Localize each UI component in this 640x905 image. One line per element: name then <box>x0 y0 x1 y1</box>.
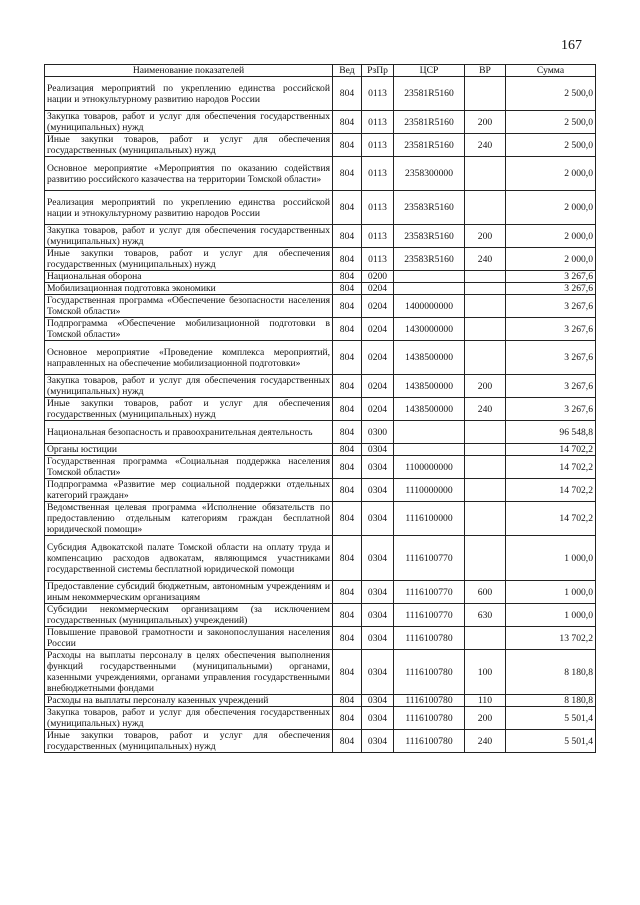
row-name: Национальная безопасность и правоохранительная деятельность <box>45 421 333 444</box>
row-sum: 8 180,8 <box>506 650 596 695</box>
row-name: Иные закупки товаров, работ и услуг для обеспечения государственных (муниципальных) нужд <box>45 398 333 421</box>
row-sum: 2 500,0 <box>506 77 596 111</box>
row-ved: 804 <box>333 536 362 581</box>
table-body <box>45 77 596 753</box>
row-name: Закупка товаров, работ и услуг для обеспечения государственных (муниципальных) нужд <box>45 707 333 730</box>
row-name: Подпрограмма «Обеспечение мобилизационной подготовки в Томской области» <box>45 318 333 341</box>
row-csr: 23581R5160 <box>394 134 465 157</box>
header-name: Наименование показателей <box>45 65 333 77</box>
row-sum: 96 548,8 <box>506 421 596 444</box>
row-rzpr: 0304 <box>362 456 394 479</box>
row-sum: 2 000,0 <box>506 248 596 271</box>
row-rzpr: 0204 <box>362 375 394 398</box>
row-name: Подпрограмма «Развитие мер социальной поддержки отдельных категорий граждан» <box>45 479 333 502</box>
row-ved: 804 <box>333 283 362 295</box>
header-csr: ЦСР <box>394 65 465 77</box>
row-ved: 804 <box>333 398 362 421</box>
row-rzpr: 0304 <box>362 502 394 536</box>
table-row <box>45 650 596 695</box>
row-vr <box>465 318 506 341</box>
row-ved: 804 <box>333 650 362 695</box>
row-csr: 1430000000 <box>394 318 465 341</box>
row-csr: 1116100000 <box>394 502 465 536</box>
row-csr: 1438500000 <box>394 341 465 375</box>
row-vr <box>465 271 506 283</box>
table-row <box>45 271 596 283</box>
row-rzpr: 0113 <box>362 225 394 248</box>
row-name: Реализация мероприятий по укреплению единства российской нации и этнокультурному развитию народов России <box>45 191 333 225</box>
row-name: Ведомственная целевая программа «Исполнение обязательств по предоставлению отдельным категориям граждан бесплатной юридической помощи» <box>45 502 333 536</box>
budget-table <box>44 64 596 753</box>
row-csr: 23583R5160 <box>394 191 465 225</box>
table-row <box>45 479 596 502</box>
row-sum: 3 267,6 <box>506 398 596 421</box>
table-row <box>45 421 596 444</box>
row-vr: 240 <box>465 398 506 421</box>
table-row <box>45 134 596 157</box>
row-name: Иные закупки товаров, работ и услуг для обеспечения государственных (муниципальных) нужд <box>45 730 333 753</box>
row-csr: 23581R5160 <box>394 77 465 111</box>
row-sum: 2 000,0 <box>506 157 596 191</box>
row-name: Реализация мероприятий по укреплению единства российской нации и этнокультурному развитию народов России <box>45 77 333 111</box>
row-name: Национальная оборона <box>45 271 333 283</box>
row-ved: 804 <box>333 271 362 283</box>
row-vr <box>465 536 506 581</box>
row-rzpr: 0113 <box>362 77 394 111</box>
row-ved: 804 <box>333 77 362 111</box>
row-name: Государственная программа «Обеспечение безопасности населения Томской области» <box>45 295 333 318</box>
row-csr <box>394 271 465 283</box>
row-ved: 804 <box>333 225 362 248</box>
table-row <box>45 248 596 271</box>
table-row <box>45 502 596 536</box>
row-vr: 240 <box>465 248 506 271</box>
row-vr <box>465 77 506 111</box>
row-name: Предоставление субсидий бюджетным, автономным учреждениям и иным некоммерческим организациям <box>45 581 333 604</box>
row-rzpr: 0304 <box>362 695 394 707</box>
row-vr <box>465 502 506 536</box>
row-rzpr: 0304 <box>362 707 394 730</box>
row-name: Закупка товаров, работ и услуг для обеспечения государственных (муниципальных) нужд <box>45 111 333 134</box>
row-csr: 1116100780 <box>394 707 465 730</box>
row-rzpr: 0113 <box>362 191 394 225</box>
row-sum: 1 000,0 <box>506 536 596 581</box>
row-vr <box>465 191 506 225</box>
row-csr: 1116100780 <box>394 730 465 753</box>
row-csr <box>394 283 465 295</box>
row-sum: 5 501,4 <box>506 730 596 753</box>
row-csr: 23581R5160 <box>394 111 465 134</box>
header-vr: ВР <box>465 65 506 77</box>
row-sum: 1 000,0 <box>506 604 596 627</box>
row-ved: 804 <box>333 502 362 536</box>
row-ved: 804 <box>333 341 362 375</box>
row-ved: 804 <box>333 421 362 444</box>
row-sum: 2 000,0 <box>506 191 596 225</box>
header-rzpr: РзПр <box>362 65 394 77</box>
row-ved: 804 <box>333 318 362 341</box>
table-row <box>45 730 596 753</box>
row-vr: 630 <box>465 604 506 627</box>
table-row <box>45 157 596 191</box>
row-ved: 804 <box>333 581 362 604</box>
row-rzpr: 0113 <box>362 134 394 157</box>
row-csr: 1400000000 <box>394 295 465 318</box>
row-ved: 804 <box>333 134 362 157</box>
row-csr: 1438500000 <box>394 398 465 421</box>
row-sum: 2 000,0 <box>506 225 596 248</box>
row-sum: 13 702,2 <box>506 627 596 650</box>
row-csr: 23583R5160 <box>394 225 465 248</box>
row-sum: 3 267,6 <box>506 283 596 295</box>
row-vr <box>465 479 506 502</box>
table-row <box>45 456 596 479</box>
row-name: Закупка товаров, работ и услуг для обеспечения государственных (муниципальных) нужд <box>45 225 333 248</box>
table-row <box>45 627 596 650</box>
table-row <box>45 375 596 398</box>
row-vr <box>465 341 506 375</box>
row-vr <box>465 295 506 318</box>
row-sum: 3 267,6 <box>506 271 596 283</box>
row-rzpr: 0304 <box>362 444 394 456</box>
table-row <box>45 318 596 341</box>
row-csr: 1116100780 <box>394 650 465 695</box>
row-rzpr: 0113 <box>362 248 394 271</box>
row-vr: 200 <box>465 707 506 730</box>
row-csr <box>394 444 465 456</box>
row-vr <box>465 456 506 479</box>
row-ved: 804 <box>333 604 362 627</box>
header-ved: Вед <box>333 65 362 77</box>
row-ved: 804 <box>333 157 362 191</box>
row-sum: 3 267,6 <box>506 295 596 318</box>
row-rzpr: 0204 <box>362 318 394 341</box>
row-csr: 1110000000 <box>394 479 465 502</box>
table-row <box>45 77 596 111</box>
row-vr: 100 <box>465 650 506 695</box>
row-name: Субсидии некоммерческим организациям (за исключением государственных (муниципальных) учреждений) <box>45 604 333 627</box>
row-name: Мобилизационная подготовка экономики <box>45 283 333 295</box>
table-row <box>45 295 596 318</box>
row-name: Основное мероприятие «Проведение комплекса мероприятий, направленных на обеспечение мобилизационной подготовки» <box>45 341 333 375</box>
row-csr: 1116100770 <box>394 536 465 581</box>
row-vr: 200 <box>465 375 506 398</box>
row-ved: 804 <box>333 707 362 730</box>
row-rzpr: 0204 <box>362 398 394 421</box>
row-name: Органы юстиции <box>45 444 333 456</box>
row-csr: 2358300000 <box>394 157 465 191</box>
row-vr <box>465 444 506 456</box>
row-csr: 1116100770 <box>394 581 465 604</box>
row-vr: 240 <box>465 134 506 157</box>
row-sum: 3 267,6 <box>506 341 596 375</box>
row-rzpr: 0304 <box>362 604 394 627</box>
table-row <box>45 283 596 295</box>
row-rzpr: 0304 <box>362 536 394 581</box>
table-row <box>45 604 596 627</box>
row-rzpr: 0304 <box>362 581 394 604</box>
row-name: Расходы на выплаты персоналу казенных учреждений <box>45 695 333 707</box>
row-vr <box>465 283 506 295</box>
row-vr: 200 <box>465 111 506 134</box>
row-sum: 2 500,0 <box>506 111 596 134</box>
row-vr: 110 <box>465 695 506 707</box>
row-sum: 2 500,0 <box>506 134 596 157</box>
row-vr: 200 <box>465 225 506 248</box>
row-rzpr: 0204 <box>362 283 394 295</box>
row-sum: 5 501,4 <box>506 707 596 730</box>
table-row <box>45 225 596 248</box>
row-rzpr: 0300 <box>362 421 394 444</box>
row-rzpr: 0204 <box>362 295 394 318</box>
row-name: Основное мероприятие «Мероприятия по оказанию содействия развитию российского казачества на территории Томской области» <box>45 157 333 191</box>
table-row <box>45 191 596 225</box>
row-rzpr: 0200 <box>362 271 394 283</box>
row-rzpr: 0304 <box>362 479 394 502</box>
row-ved: 804 <box>333 444 362 456</box>
table-row <box>45 695 596 707</box>
table-row <box>45 341 596 375</box>
row-csr: 1438500000 <box>394 375 465 398</box>
row-sum: 14 702,2 <box>506 456 596 479</box>
row-name: Субсидия Адвокатской палате Томской области на оплату труда и компенсацию расходов адвокатам, являющимся участниками государственной системы бесплатной юридической помощи <box>45 536 333 581</box>
row-sum: 8 180,8 <box>506 695 596 707</box>
row-rzpr: 0304 <box>362 627 394 650</box>
row-rzpr: 0304 <box>362 730 394 753</box>
row-ved: 804 <box>333 627 362 650</box>
row-csr: 1100000000 <box>394 456 465 479</box>
row-sum: 14 702,2 <box>506 444 596 456</box>
table-header-row <box>45 65 596 77</box>
row-rzpr: 0113 <box>362 157 394 191</box>
row-ved: 804 <box>333 191 362 225</box>
row-ved: 804 <box>333 456 362 479</box>
row-name: Иные закупки товаров, работ и услуг для обеспечения государственных (муниципальных) нужд <box>45 248 333 271</box>
row-vr <box>465 421 506 444</box>
table-row <box>45 111 596 134</box>
row-rzpr: 0304 <box>362 650 394 695</box>
table-row <box>45 536 596 581</box>
row-name: Государственная программа «Социальная поддержка населения Томской области» <box>45 456 333 479</box>
row-ved: 804 <box>333 295 362 318</box>
row-vr <box>465 627 506 650</box>
row-ved: 804 <box>333 111 362 134</box>
row-vr: 600 <box>465 581 506 604</box>
row-ved: 804 <box>333 730 362 753</box>
table-row <box>45 444 596 456</box>
row-name: Иные закупки товаров, работ и услуг для обеспечения государственных (муниципальных) нужд <box>45 134 333 157</box>
row-csr: 1116100770 <box>394 604 465 627</box>
row-vr: 240 <box>465 730 506 753</box>
row-sum: 1 000,0 <box>506 581 596 604</box>
row-csr: 23583R5160 <box>394 248 465 271</box>
row-sum: 14 702,2 <box>506 479 596 502</box>
table-row <box>45 581 596 604</box>
row-name: Расходы на выплаты персоналу в целях обеспечения выполнения функций государственными (муниципальными) органами, казенными учреждениями, органами управления государственными внебюджетными фондами <box>45 650 333 695</box>
row-sum: 3 267,6 <box>506 318 596 341</box>
row-ved: 804 <box>333 375 362 398</box>
row-vr <box>465 157 506 191</box>
row-name: Закупка товаров, работ и услуг для обеспечения государственных (муниципальных) нужд <box>45 375 333 398</box>
row-csr: 1116100780 <box>394 695 465 707</box>
row-rzpr: 0204 <box>362 341 394 375</box>
table-row <box>45 398 596 421</box>
row-csr <box>394 421 465 444</box>
row-sum: 3 267,6 <box>506 375 596 398</box>
row-ved: 804 <box>333 248 362 271</box>
row-rzpr: 0113 <box>362 111 394 134</box>
page-number: 167 <box>561 38 582 53</box>
row-csr: 1116100780 <box>394 627 465 650</box>
row-name: Повышение правовой грамотности и законопослушания населения России <box>45 627 333 650</box>
row-ved: 804 <box>333 479 362 502</box>
header-sum: Сумма <box>506 65 596 77</box>
row-ved: 804 <box>333 695 362 707</box>
row-sum: 14 702,2 <box>506 502 596 536</box>
table-row <box>45 707 596 730</box>
